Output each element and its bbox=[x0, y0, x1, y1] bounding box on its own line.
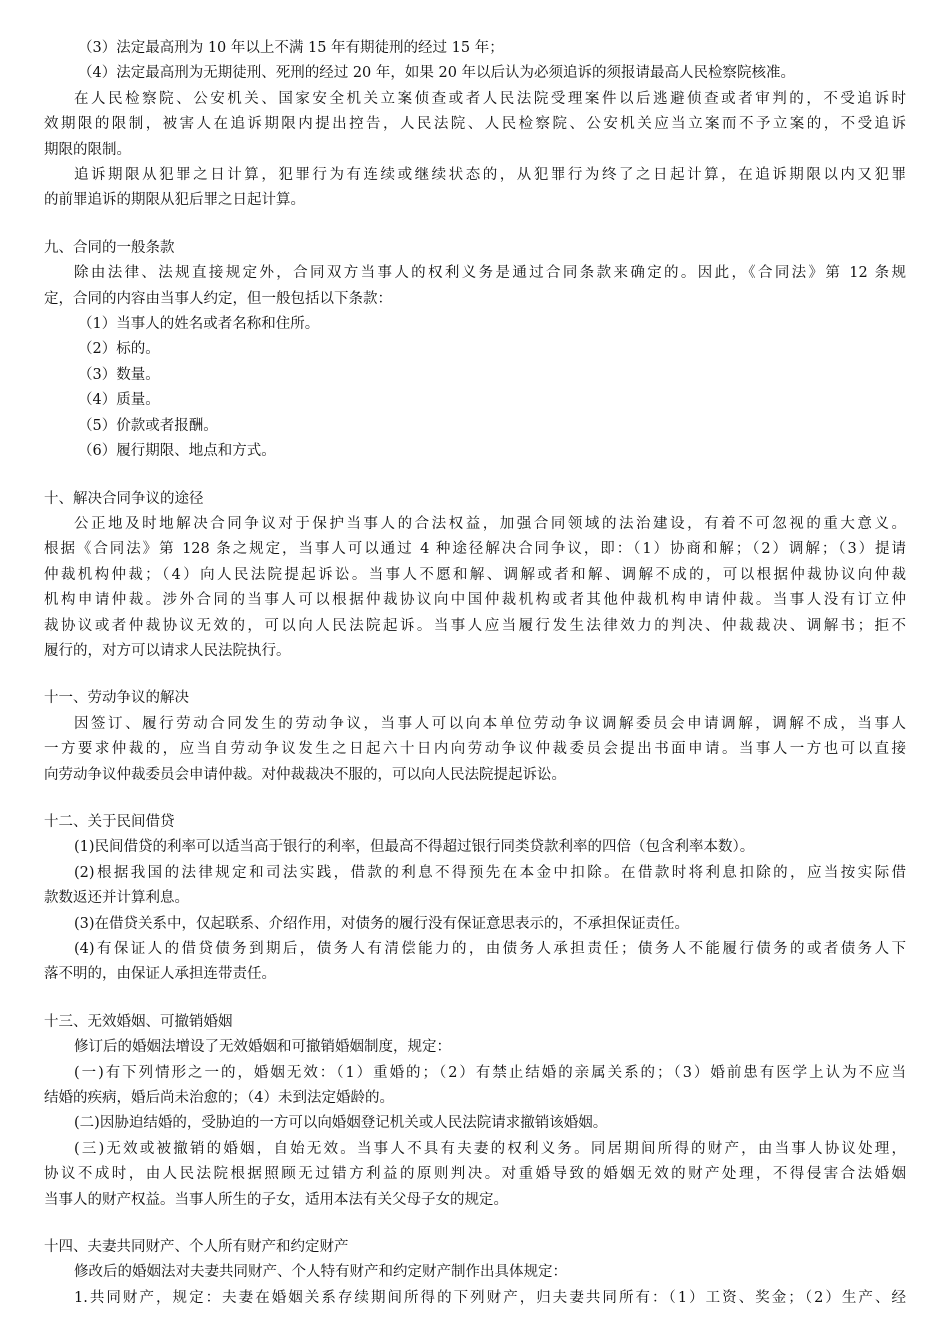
text-line: (2)根据我国的法律规定和司法实践，借款的利息不得预先在本金中扣除。在借款时将利息扣除的，应当按实际借 bbox=[74, 864, 906, 881]
section-labor-disputes bbox=[44, 686, 906, 788]
text-line: 裁协议或者仲裁协议无效的，可以向人民法院起诉。当事人应当履行发生法律效力的判决、仲裁裁决、调解书；拒不 bbox=[44, 617, 906, 634]
section-heading: 九、合同的一般条款 bbox=[44, 239, 175, 256]
text-line: 除由法律、法规直接规定外，合同双方当事人的权利义务是通过合同条款来确定的。因此，《合同法》第 12 条规 bbox=[74, 265, 906, 282]
section-heading: 十、解决合同争议的途径 bbox=[44, 490, 204, 507]
text-line: 期限的限制。 bbox=[44, 141, 131, 158]
text-line: (3)在借贷关系中，仅起联系、介绍作用，对债务的履行没有保证意思表示的，不承担保证责任。 bbox=[74, 915, 690, 932]
text-line: (1)民间借贷的利率可以适当高于银行的利率，但最高不得超过银行同类贷款利率的四倍（包含利率本数）。 bbox=[74, 839, 755, 856]
list-item: （6）履行期限、地点和方式。 bbox=[78, 443, 276, 460]
text-line: 机构申请仲裁。涉外合同的当事人可以根据仲裁协议向中国仲裁机构或者其他仲裁机构申请仲裁。当事人没有订立仲 bbox=[44, 592, 906, 609]
text-line: (三)无效或被撤销的婚姻，自始无效。当事人不具有夫妻的权利义务。同居期间所得的财产，由当事人协议处理， bbox=[74, 1140, 906, 1157]
text-line: (二)因胁迫结婚的，受胁迫的一方可以向婚姻登记机关或人民法院请求撤销该婚姻。 bbox=[74, 1115, 608, 1132]
section-contract-terms bbox=[44, 236, 906, 465]
paragraph-statute-computation bbox=[44, 163, 906, 214]
section-marital-property bbox=[44, 1235, 906, 1311]
list-item: （3）数量。 bbox=[78, 366, 160, 383]
section-private-lending bbox=[44, 810, 906, 988]
text-line: 当事人的财产权益。当事人所生的子女，适用本法有关父母子女的规定。 bbox=[44, 1191, 508, 1208]
text-line: 追诉期限从犯罪之日计算，犯罪行为有连续或继续状态的，从犯罪行为终了之日起计算，在追诉期限以内又犯罪 bbox=[74, 167, 906, 184]
text-line: (一)有下列情形之一的，婚姻无效：（1）重婚的；（2）有禁止结婚的亲属关系的；（3）婚前患有医学上认为不应当 bbox=[74, 1064, 906, 1081]
section-invalid-marriage bbox=[44, 1010, 906, 1213]
list-item: （1）当事人的姓名或者名称和住所。 bbox=[78, 316, 320, 333]
text-line: 仲裁机构仲裁；（4）向人民法院提起诉讼。当事人不愿和解、调解或者和解、调解不成的，可以根据仲裁协议向仲裁 bbox=[44, 566, 906, 583]
section-contract-disputes bbox=[44, 487, 906, 665]
text-line: 款数返还并计算利息。 bbox=[44, 890, 189, 907]
intro-list bbox=[44, 36, 906, 87]
text-line: (4)有保证人的借贷债务到期后，债务人有清偿能力的，由债务人承担责任；债务人不能履行债务的或者债务人下 bbox=[74, 941, 906, 957]
text-line: 效期限的限制，被害人在追诉期限内提出控告，人民法院、人民检察院、公安机关应当立案而不予立案的，不受追诉 bbox=[44, 116, 906, 133]
text-line: 定，合同的内容由当事人约定，但一般包括以下条款： bbox=[44, 290, 392, 307]
text-line: 1.共同财产，规定：夫妻在婚姻关系存续期间所得的下列财产，归夫妻共同所有：（1）工资、奖金；（2）生产、经 bbox=[74, 1289, 906, 1306]
text-line: 根据《合同法》第 128 条之规定，当事人可以通过 4 种途径解决合同争议，即：（1）协商和解；（2）调解；（3）提请 bbox=[44, 541, 906, 558]
text-line: 修改后的婚姻法对夫妻共同财产、个人特有财产和约定财产制作出具体规定： bbox=[74, 1264, 567, 1281]
text-line: 落不明的，由保证人承担连带责任。 bbox=[44, 966, 276, 983]
text-line: 公正地及时地解决合同争议对于保护当事人的合法权益，加强合同领域的法治建设，有着不可忽视的重大意义。 bbox=[74, 515, 906, 532]
text-line: 在人民检察院、公安机关、国家安全机关立案侦查或者人民法院受理案件以后逃避侦查或者审判的，不受追诉时 bbox=[74, 90, 906, 107]
section-heading: 十二、关于民间借贷 bbox=[44, 813, 175, 830]
section-heading: 十三、无效婚姻、可撤销婚姻 bbox=[44, 1013, 233, 1030]
text-line: 向劳动争议仲裁委员会申请仲裁。对仲裁裁决不服的，可以向人民法院提起诉讼。 bbox=[44, 766, 566, 783]
paragraph-statute-exception bbox=[44, 87, 906, 163]
text-line: 结婚的疾病，婚后尚未治愈的；（4）未到法定婚龄的。 bbox=[44, 1090, 394, 1107]
text-line: 协议不成时，由人民法院根据照顾无过错方利益的原则判决。对重婚导致的婚姻无效的财产处理，不得侵害合法婚姻 bbox=[44, 1166, 906, 1183]
text-line: 履行的，对方可以请求人民法院执行。 bbox=[44, 642, 291, 659]
intro-item: （4）法定最高刑为无期徒刑、死刑的经过 20 年，如果 20 年以后认为必须追诉的须报请最高人民检察院核准。 bbox=[78, 65, 796, 82]
text-line: 修订后的婚姻法增设了无效婚姻和可撤销婚姻制度，规定： bbox=[74, 1039, 451, 1056]
text-line: 因签订、履行劳动合同发生的劳动争议，当事人可以向本单位劳动争议调解委员会申请调解，调解不成，当事人 bbox=[74, 715, 906, 732]
section-heading: 十一、劳动争议的解决 bbox=[44, 690, 189, 707]
section-heading: 十四、夫妻共同财产、个人所有财产和约定财产 bbox=[44, 1239, 349, 1256]
list-item: （2）标的。 bbox=[78, 341, 160, 358]
text-line: 一方要求仲裁的，应当自劳动争议发生之日起六十日内向劳动争议仲裁委员会提出书面申请。当事人一方也可以直接 bbox=[44, 741, 906, 758]
list-item: （5）价款或者报酬。 bbox=[78, 417, 218, 434]
intro-item: （3）法定最高刑为 10 年以上不满 15 年有期徒刑的经过 15 年； bbox=[78, 40, 504, 56]
list-item: （4）质量。 bbox=[78, 392, 160, 409]
text-line: 的前罪追诉的期限从犯后罪之日起计算。 bbox=[44, 192, 305, 209]
